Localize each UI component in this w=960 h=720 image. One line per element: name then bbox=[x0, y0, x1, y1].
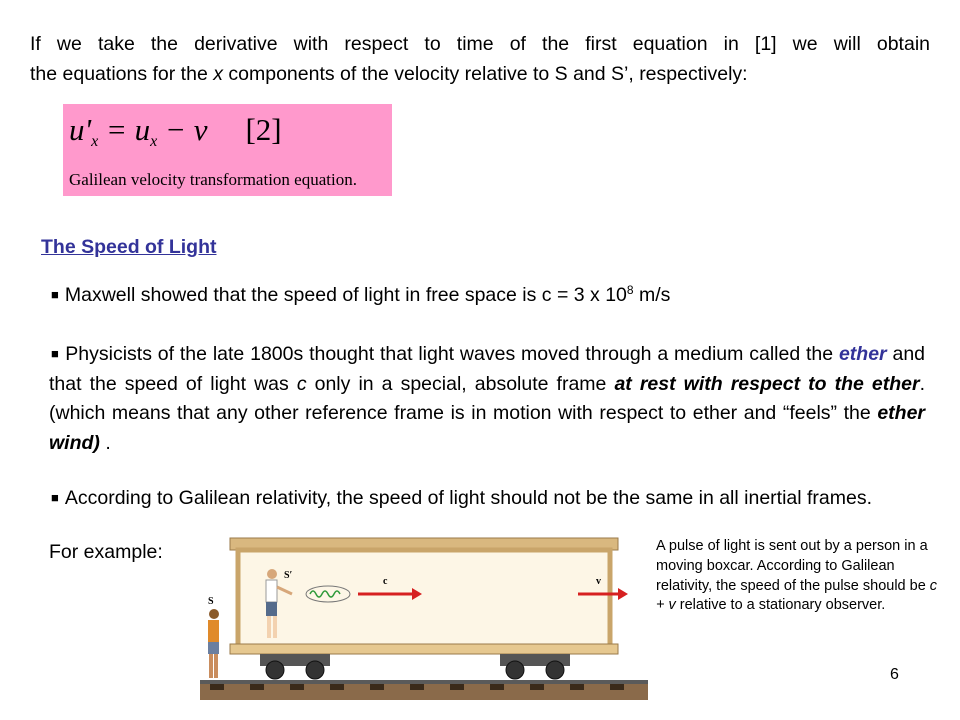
caption-text: relative to a stationary observer. bbox=[675, 597, 886, 614]
bullet-text: only in a special, absolute frame bbox=[306, 372, 615, 395]
bullet-text: According to Galilean relativity, the speed of light should not be the same in all inertial frames. bbox=[64, 487, 873, 509]
bullet-text: Maxwell showed that the speed of light in free space is c = 3 x 10 bbox=[64, 284, 627, 306]
label-v: v bbox=[596, 576, 601, 587]
eq-rhs-sub: x bbox=[150, 133, 158, 150]
bullet-galilean bbox=[49, 483, 925, 514]
velocity-equation bbox=[69, 112, 282, 151]
eq-mid: = u bbox=[98, 112, 151, 147]
intro-line-2 bbox=[30, 59, 930, 89]
figure-caption bbox=[656, 537, 946, 616]
intro-x-variable: x bbox=[213, 63, 223, 85]
arrow-v-head bbox=[618, 588, 628, 600]
bullet-ether bbox=[49, 339, 925, 458]
caption-c-plus-v: c + v bbox=[656, 577, 938, 614]
intro-line-1: If we take the derivative with respect to time of the first equation in [1] we will obtain bbox=[30, 33, 930, 55]
section-title: The Speed of Light bbox=[41, 236, 217, 258]
bullet-icon: ■ bbox=[51, 490, 59, 505]
bullet-text: Physicists of the late 1800s thought that light waves moved through a medium called the bbox=[65, 343, 839, 365]
page-number: 6 bbox=[890, 666, 899, 683]
equation-caption: Galilean velocity transformation equation. bbox=[69, 170, 357, 189]
rail bbox=[200, 680, 648, 684]
c-variable: c bbox=[296, 372, 307, 395]
boxcar-figure bbox=[200, 532, 648, 700]
rest-frame-phrase: at rest with respect to the ether bbox=[614, 372, 920, 395]
unit-text: m/s bbox=[633, 284, 671, 306]
equation-box bbox=[63, 104, 392, 196]
label-s-prime: S′ bbox=[284, 570, 293, 581]
bullet-text: and that the speed of light was bbox=[49, 343, 926, 395]
bullet-icon: ■ bbox=[51, 346, 60, 361]
bullet-text: . bbox=[99, 431, 111, 454]
stationary-observer bbox=[208, 609, 219, 678]
label-s: S bbox=[208, 596, 214, 607]
boxcar-body bbox=[238, 550, 610, 650]
label-c: c bbox=[383, 576, 388, 587]
eq-rhs: − v bbox=[157, 112, 208, 147]
example-label: For example: bbox=[49, 541, 163, 563]
ether-wind-phrase: ether wind) bbox=[49, 402, 925, 454]
ether-term: ether bbox=[838, 343, 887, 365]
eq-lhs-sub: x bbox=[91, 133, 99, 150]
wheels bbox=[266, 661, 564, 679]
intro-text: components of the velocity relative to S and S’, respectively: bbox=[222, 63, 748, 85]
equation-number: [2] bbox=[245, 112, 282, 147]
boxcar-floor bbox=[230, 644, 618, 654]
eq-lhs: u' bbox=[69, 112, 92, 147]
intro-text: the equations for the bbox=[30, 63, 214, 85]
exponent: 8 bbox=[626, 283, 634, 297]
caption-text: A pulse of light is sent out by a person in a moving boxcar. According to Galilean relativity, the speed of the pulse should be bbox=[656, 538, 930, 594]
intro-paragraph bbox=[30, 29, 930, 89]
bullet-text: . (which means that any other reference frame is in motion with respect to ether and “feels” the bbox=[49, 372, 926, 424]
bullet-maxwell bbox=[49, 280, 925, 311]
bullet-icon: ■ bbox=[51, 287, 59, 302]
